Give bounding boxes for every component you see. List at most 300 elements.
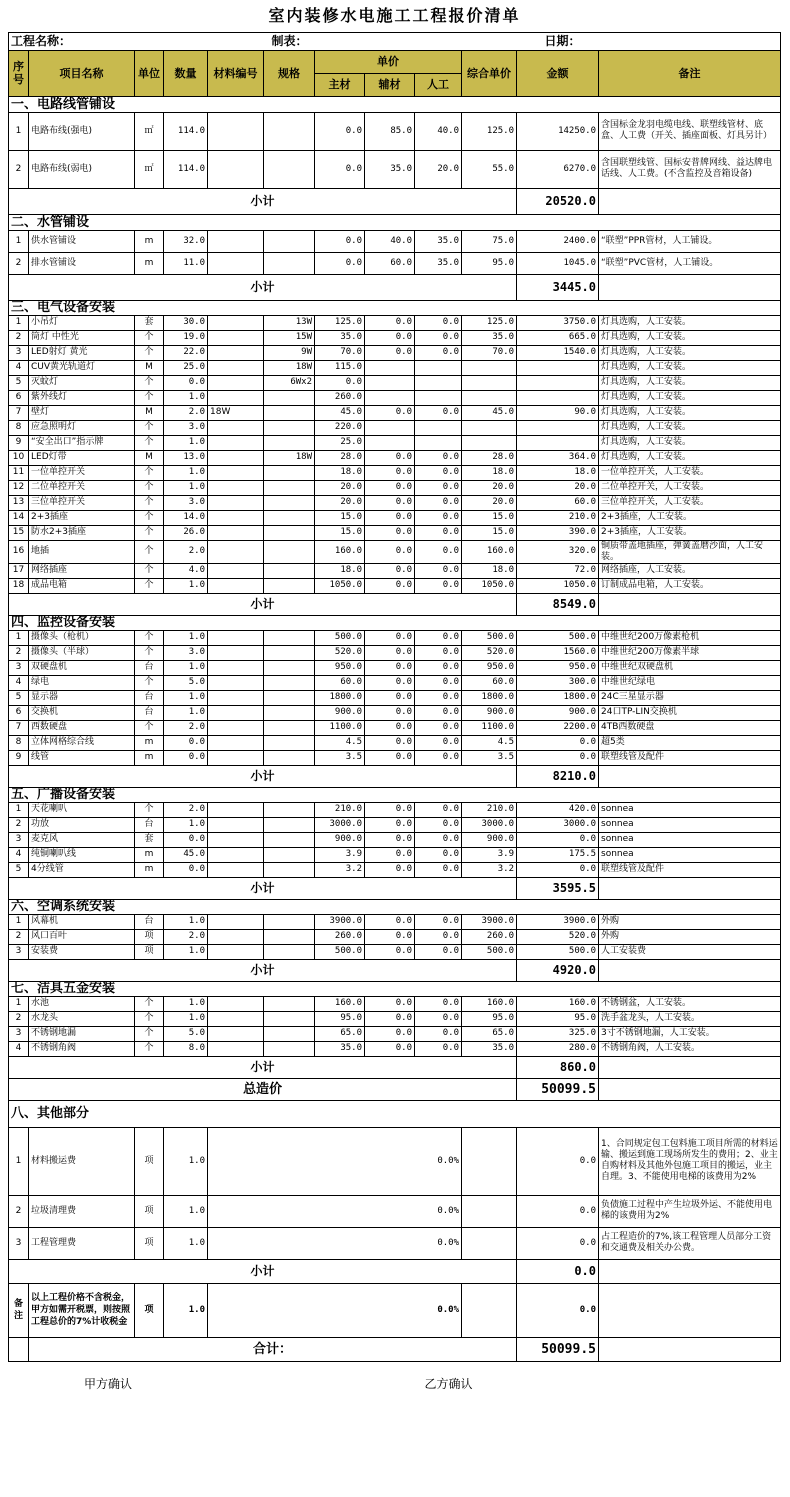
table-row [9, 345, 781, 360]
cell-seq: 3 [9, 1026, 29, 1041]
cell-main-material: 25.0 [315, 435, 365, 450]
cell-name: LED灯带 [29, 450, 135, 465]
cell-remarks: 4TB西数硬盘 [599, 720, 781, 735]
cell-labor [415, 360, 462, 375]
section-title-fill [517, 96, 781, 112]
cell-seq: 3 [9, 345, 29, 360]
header-amount: 金额 [517, 50, 599, 96]
cell-combined-price: 75.0 [462, 230, 517, 252]
cell-name: 安装费 [29, 944, 135, 959]
cell-seq: 18 [9, 578, 29, 593]
cell-combined-price: 3.5 [462, 750, 517, 765]
cell-seq: 2 [9, 330, 29, 345]
cell-aux-material: 0.0 [365, 944, 415, 959]
cell-seq: 1 [9, 230, 29, 252]
cell-labor: 20.0 [415, 150, 462, 188]
cell-rate: 0.0% [208, 1227, 462, 1259]
cell-main-material: 0.0 [315, 375, 365, 390]
cell-unit: m [135, 252, 164, 274]
table-row [9, 675, 781, 690]
cell-labor: 35.0 [415, 252, 462, 274]
cell-qty: 2.0 [164, 802, 208, 817]
cell-labor: 0.0 [415, 675, 462, 690]
cell-material-no [208, 660, 264, 675]
cell-combined-price: 1100.0 [462, 720, 517, 735]
cell-remarks: 不锈钢角阀，人工安装。 [599, 1041, 781, 1056]
cell-qty: 22.0 [164, 345, 208, 360]
date-label: 日期： [517, 32, 781, 50]
cell-spec [264, 230, 315, 252]
cell-amount: 3000.0 [517, 817, 599, 832]
cell-aux-material: 0.0 [365, 690, 415, 705]
table-row [9, 420, 781, 435]
cell-spec [264, 465, 315, 480]
cell-amount: 3750.0 [517, 315, 599, 330]
subtotal-label: 小计 [9, 593, 517, 615]
cell-amount: 0.0 [517, 862, 599, 877]
cell-spec: 18W [264, 360, 315, 375]
cell-spec [264, 720, 315, 735]
cell-combined-price: 3.9 [462, 847, 517, 862]
cell-unit: 台 [135, 690, 164, 705]
cell-qty: 5.0 [164, 675, 208, 690]
cell-amount: 90.0 [517, 405, 599, 420]
cell-unit: m [135, 750, 164, 765]
cell-material-no [208, 578, 264, 593]
note-combined-price [462, 1283, 517, 1337]
cell-qty: 1.0 [164, 914, 208, 929]
cell-main-material: 15.0 [315, 525, 365, 540]
cell-name: 双硬盘机 [29, 660, 135, 675]
cell-amount: 2400.0 [517, 230, 599, 252]
table-row [9, 1195, 781, 1227]
cell-name: 电路布线(弱电) [29, 150, 135, 188]
cell-remarks: 订制成品电箱，人工安装。 [599, 578, 781, 593]
page-title: 室内装修水电施工工程报价清单 [268, 6, 521, 26]
cell-amount: 18.0 [517, 465, 599, 480]
cell-amount: 300.0 [517, 675, 599, 690]
cell-material-no [208, 630, 264, 645]
table-row [9, 660, 781, 675]
cell-combined-price: 3000.0 [462, 817, 517, 832]
table-row [9, 375, 781, 390]
cell-material-no [208, 690, 264, 705]
cell-labor: 0.0 [415, 645, 462, 660]
cell-qty: 1.0 [164, 690, 208, 705]
cell-qty: 45.0 [164, 847, 208, 862]
cell-aux-material: 0.0 [365, 862, 415, 877]
cell-seq: 1 [9, 802, 29, 817]
cell-combined-price: 65.0 [462, 1026, 517, 1041]
cell-amount: 364.0 [517, 450, 599, 465]
cell-name: 功放 [29, 817, 135, 832]
cell-main-material: 18.0 [315, 465, 365, 480]
cell-unit: m [135, 862, 164, 877]
cell-combined-price: 20.0 [462, 495, 517, 510]
cell-material-no [208, 252, 264, 274]
table-row [9, 1026, 781, 1041]
cell-material-no [208, 802, 264, 817]
header-material-no: 材料编号 [208, 50, 264, 96]
cell-name: 壁灯 [29, 405, 135, 420]
section-title-fill [517, 1100, 781, 1127]
cell-material-no [208, 1041, 264, 1056]
cell-labor: 0.0 [415, 690, 462, 705]
cell-labor: 0.0 [415, 817, 462, 832]
cell-amount: 1800.0 [517, 690, 599, 705]
cell-spec: 9W [264, 345, 315, 360]
cell-combined-price: 18.0 [462, 563, 517, 578]
cell-unit: 个 [135, 390, 164, 405]
grand-total-label: 合计： [29, 1337, 517, 1361]
cell-unit: m [135, 735, 164, 750]
cell-remarks: 网络插座，人工安装。 [599, 563, 781, 578]
cell-seq: 11 [9, 465, 29, 480]
cell-combined-price: 4.5 [462, 735, 517, 750]
cell-name: 摄像头（枪机） [29, 630, 135, 645]
cell-material-no [208, 817, 264, 832]
table-row [9, 630, 781, 645]
grand-total-value: 50099.5 [517, 1337, 599, 1361]
cell-seq: 9 [9, 435, 29, 450]
cell-spec [264, 510, 315, 525]
cell-name: 小吊灯 [29, 315, 135, 330]
cell-labor: 0.0 [415, 540, 462, 563]
cell-material-no [208, 450, 264, 465]
cell-main-material: 160.0 [315, 540, 365, 563]
table-row [9, 1011, 781, 1026]
cell-combined-price [462, 360, 517, 375]
cell-aux-material: 0.0 [365, 563, 415, 578]
cell-main-material: 0.0 [315, 230, 365, 252]
cell-combined-price: 900.0 [462, 705, 517, 720]
cell-unit: 个 [135, 578, 164, 593]
cell-remarks: 二位单控开关，人工安装。 [599, 480, 781, 495]
cell-amount: 0.0 [517, 1227, 599, 1259]
cell-aux-material: 60.0 [365, 252, 415, 274]
subtotal-label: 小计 [9, 188, 517, 214]
total-remarks [599, 1078, 781, 1100]
note-unit: 项 [135, 1283, 164, 1337]
cell-combined-price: 500.0 [462, 630, 517, 645]
subtotal-value: 4920.0 [517, 959, 599, 981]
cell-name: 二位单控开关 [29, 480, 135, 495]
cell-name: 立体网格综合线 [29, 735, 135, 750]
cell-qty: 2.0 [164, 720, 208, 735]
cell-qty: 30.0 [164, 315, 208, 330]
table-row [9, 929, 781, 944]
table-row [9, 315, 781, 330]
cell-remarks: sonnea [599, 847, 781, 862]
cell-aux-material: 0.0 [365, 465, 415, 480]
cell-combined-price: 950.0 [462, 660, 517, 675]
cell-spec [264, 914, 315, 929]
cell-qty: 14.0 [164, 510, 208, 525]
cell-aux-material: 0.0 [365, 1011, 415, 1026]
cell-seq: 2 [9, 252, 29, 274]
cell-main-material: 220.0 [315, 420, 365, 435]
cell-aux-material: 0.0 [365, 802, 415, 817]
cell-aux-material: 0.0 [365, 578, 415, 593]
cell-name: 西数硬盘 [29, 720, 135, 735]
cell-seq: 2 [9, 817, 29, 832]
cell-seq: 4 [9, 847, 29, 862]
cell-main-material: 60.0 [315, 675, 365, 690]
cell-material-no [208, 480, 264, 495]
cell-spec [264, 705, 315, 720]
cell-qty: 0.0 [164, 735, 208, 750]
cell-aux-material [365, 390, 415, 405]
cell-seq: 9 [9, 750, 29, 765]
cell-spec [264, 252, 315, 274]
cell-remarks: 一位单控开关，人工安装。 [599, 465, 781, 480]
table-row [9, 390, 781, 405]
prepared-by-label: 制表： [264, 32, 517, 50]
cell-unit: ㎡ [135, 112, 164, 150]
cell-combined-price: 28.0 [462, 450, 517, 465]
cell-qty: 2.0 [164, 540, 208, 563]
table-row [9, 435, 781, 450]
subtotal-value: 8210.0 [517, 765, 599, 787]
cell-main-material: 260.0 [315, 390, 365, 405]
cell-amount: 14250.0 [517, 112, 599, 150]
cell-remarks: 中维世纪双硬盘机 [599, 660, 781, 675]
cell-combined-price: 55.0 [462, 150, 517, 188]
cell-remarks: 灯具选购，人工安装。 [599, 435, 781, 450]
cell-main-material: 0.0 [315, 112, 365, 150]
table-row [9, 510, 781, 525]
table-row [9, 1041, 781, 1056]
cell-unit: 个 [135, 802, 164, 817]
cell-seq: 5 [9, 862, 29, 877]
cell-material-no [208, 847, 264, 862]
cell-name: “安全出口”指示牌 [29, 435, 135, 450]
note-label: 备注 [9, 1283, 29, 1337]
cell-rate: 0.0% [208, 1127, 462, 1195]
party-b-confirm: 乙方确认 [424, 1376, 473, 1391]
cell-labor: 0.0 [415, 660, 462, 675]
cell-labor [415, 375, 462, 390]
cell-name: 纯铜喇叭线 [29, 847, 135, 862]
section-title: 八、其他部分 [9, 1100, 517, 1127]
subtotal-remarks [599, 274, 781, 300]
cell-unit: ㎡ [135, 150, 164, 188]
subtotal-value: 3595.5 [517, 877, 599, 899]
subtotal-value: 20520.0 [517, 188, 599, 214]
cell-amount: 500.0 [517, 944, 599, 959]
table-row [9, 817, 781, 832]
cell-spec [264, 420, 315, 435]
cell-unit: 项 [135, 1195, 164, 1227]
cell-main-material: 160.0 [315, 996, 365, 1011]
cell-name: 4分线管 [29, 862, 135, 877]
cell-name: 防水2+3插座 [29, 525, 135, 540]
cell-combined-price: 70.0 [462, 345, 517, 360]
cell-material-no [208, 360, 264, 375]
header-remarks: 备注 [599, 50, 781, 96]
cell-seq: 4 [9, 1041, 29, 1056]
cell-main-material: 3.9 [315, 847, 365, 862]
cell-labor: 0.0 [415, 315, 462, 330]
cell-combined-price: 210.0 [462, 802, 517, 817]
cell-material-no [208, 345, 264, 360]
cell-main-material: 125.0 [315, 315, 365, 330]
cell-unit: 个 [135, 375, 164, 390]
cell-material-no: 18W [208, 405, 264, 420]
cell-amount [517, 435, 599, 450]
cell-amount: 0.0 [517, 750, 599, 765]
cell-labor: 0.0 [415, 1026, 462, 1041]
section-title-fill [517, 787, 781, 802]
cell-main-material: 20.0 [315, 480, 365, 495]
cell-seq: 15 [9, 525, 29, 540]
cell-name: 电路布线(强电) [29, 112, 135, 150]
cell-combined-price: 500.0 [462, 944, 517, 959]
cell-remarks: sonnea [599, 832, 781, 847]
subtotal-remarks [599, 1056, 781, 1078]
cell-unit: 个 [135, 1041, 164, 1056]
cell-material-no [208, 390, 264, 405]
cell-spec [264, 802, 315, 817]
header-combined-price: 综合单价 [462, 50, 517, 96]
cell-combined-price: 1800.0 [462, 690, 517, 705]
section-title: 四、监控设备安装 [9, 615, 517, 630]
cell-name: 水池 [29, 996, 135, 1011]
cell-aux-material [365, 375, 415, 390]
cell-aux-material: 0.0 [365, 525, 415, 540]
cell-seq: 2 [9, 645, 29, 660]
cell-amount: 72.0 [517, 563, 599, 578]
cell-labor: 0.0 [415, 405, 462, 420]
cell-main-material: 28.0 [315, 450, 365, 465]
cell-aux-material: 0.0 [365, 480, 415, 495]
cell-remarks: 联塑线管及配件 [599, 862, 781, 877]
cell-seq: 8 [9, 735, 29, 750]
header-labor: 人工 [415, 73, 462, 96]
subtotal-value: 0.0 [517, 1259, 599, 1283]
cell-qty: 1.0 [164, 996, 208, 1011]
cell-seq: 10 [9, 450, 29, 465]
cell-name: 2+3插座 [29, 510, 135, 525]
cell-remarks: 中维世纪绿电 [599, 675, 781, 690]
cell-material-no [208, 315, 264, 330]
cell-remarks: sonnea [599, 817, 781, 832]
subtotal-remarks [599, 593, 781, 615]
cell-main-material: 18.0 [315, 563, 365, 578]
note-text: 以上工程价格不含税金，甲方如需开税票，则按照工程总价的7%计收税金 [29, 1283, 135, 1337]
cell-name: 网络插座 [29, 563, 135, 578]
cell-unit: 个 [135, 510, 164, 525]
cell-spec [264, 996, 315, 1011]
cell-remarks: 灯具选购，人工安装。 [599, 390, 781, 405]
cell-spec [264, 112, 315, 150]
cell-unit: 个 [135, 525, 164, 540]
cell-remarks: 联塑线管及配件 [599, 750, 781, 765]
cell-seq: 3 [9, 944, 29, 959]
cell-unit: 个 [135, 1011, 164, 1026]
total-label: 总造价 [9, 1078, 517, 1100]
cell-labor: 0.0 [415, 578, 462, 593]
cell-unit: 个 [135, 720, 164, 735]
cell-combined-price [462, 390, 517, 405]
cell-material-no [208, 112, 264, 150]
cell-material-no [208, 996, 264, 1011]
table-row [9, 832, 781, 847]
cell-remarks: 人工安装费 [599, 944, 781, 959]
cell-name: 材料搬运费 [29, 1127, 135, 1195]
section-title: 六、空调系统安装 [9, 899, 517, 914]
cell-unit: 项 [135, 944, 164, 959]
cell-spec [264, 525, 315, 540]
cell-aux-material: 0.0 [365, 1026, 415, 1041]
note-rate: 0.0% [208, 1283, 462, 1337]
cell-labor: 0.0 [415, 705, 462, 720]
cell-amount: 0.0 [517, 735, 599, 750]
cell-remarks: 含国联塑线管、国标安普牌网线、益达牌电话线、人工费。(不含监控及音箱设备) [599, 150, 781, 188]
section-title: 三、电气设备安装 [9, 300, 517, 315]
cell-name: 交换机 [29, 705, 135, 720]
note-amount: 0.0 [517, 1283, 599, 1337]
cell-unit: 台 [135, 817, 164, 832]
cell-name: 地插 [29, 540, 135, 563]
cell-main-material: 35.0 [315, 1041, 365, 1056]
subtotal-value: 3445.0 [517, 274, 599, 300]
cell-spec [264, 645, 315, 660]
cell-material-no [208, 929, 264, 944]
cell-seq: 14 [9, 510, 29, 525]
cell-seq: 2 [9, 150, 29, 188]
cell-unit: 个 [135, 330, 164, 345]
cell-remarks: 灯具选购，人工安装。 [599, 450, 781, 465]
subtotal-label: 小计 [9, 1259, 517, 1283]
cell-labor: 0.0 [415, 563, 462, 578]
cell-spec [264, 944, 315, 959]
cell-aux-material [365, 360, 415, 375]
cell-name: 排水管铺设 [29, 252, 135, 274]
section-title-fill [517, 981, 781, 996]
cell-material-no [208, 705, 264, 720]
cell-main-material: 210.0 [315, 802, 365, 817]
subtotal-label: 小计 [9, 1056, 517, 1078]
cell-unit: 台 [135, 914, 164, 929]
cell-unit: m [135, 230, 164, 252]
cell-spec [264, 660, 315, 675]
cell-qty: 4.0 [164, 563, 208, 578]
cell-qty: 1.0 [164, 1011, 208, 1026]
cell-name: 绿电 [29, 675, 135, 690]
cell-remarks: 1、合同规定包工包料施工项目所需的材料运输、搬运到施工现场所发生的费用；2、业主自购材料及其他外包施工项目的搬运，业主自理。3、不能使用电梯的该费用为2% [599, 1127, 781, 1195]
cell-unit: 个 [135, 540, 164, 563]
cell-qty: 114.0 [164, 112, 208, 150]
cell-spec [264, 817, 315, 832]
cell-unit: 个 [135, 1026, 164, 1041]
table-row [9, 914, 781, 929]
table-row [9, 996, 781, 1011]
cell-material-no [208, 914, 264, 929]
cell-amount: 60.0 [517, 495, 599, 510]
cell-aux-material: 0.0 [365, 540, 415, 563]
cell-labor: 0.0 [415, 862, 462, 877]
cell-seq: 1 [9, 112, 29, 150]
cell-spec [264, 1026, 315, 1041]
cell-material-no [208, 944, 264, 959]
cell-spec [264, 929, 315, 944]
cell-aux-material: 0.0 [365, 705, 415, 720]
cell-main-material: 1100.0 [315, 720, 365, 735]
cell-spec [264, 435, 315, 450]
cell-amount: 210.0 [517, 510, 599, 525]
cell-qty: 13.0 [164, 450, 208, 465]
